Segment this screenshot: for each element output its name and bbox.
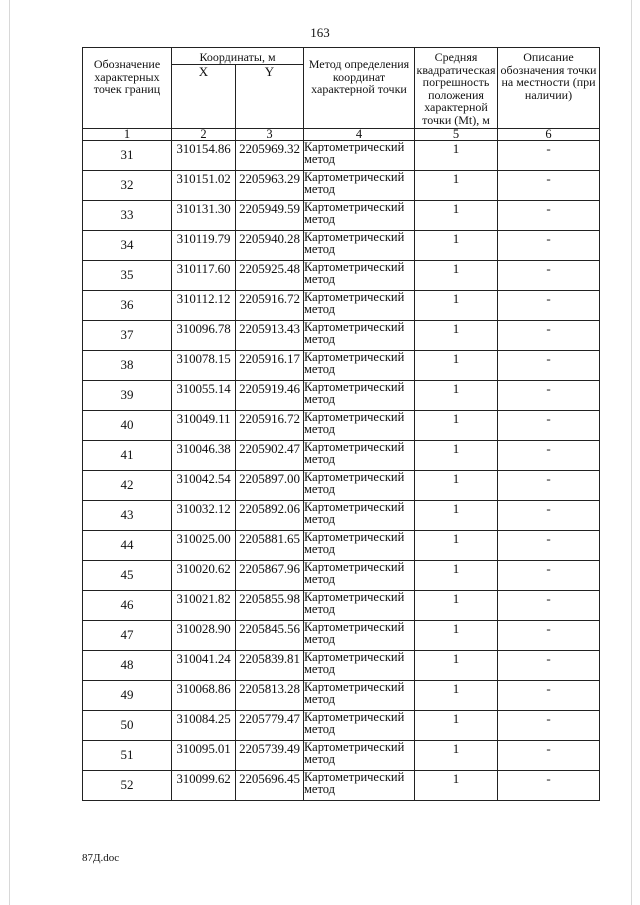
method-cell: Картометрический метод (304, 770, 415, 800)
column-index: 4 (304, 128, 415, 140)
point-cell: 47 (83, 620, 172, 650)
x-cell: 310131.30 (172, 200, 236, 230)
header-method: Метод определения координат характерной точки (304, 48, 415, 129)
point-cell: 36 (83, 290, 172, 320)
page-margin-right (631, 0, 632, 905)
description-cell: - (498, 170, 600, 200)
error-cell: 1 (415, 230, 498, 260)
y-cell: 2205779.47 (236, 710, 304, 740)
table-row (83, 410, 600, 440)
y-cell: 2205855.98 (236, 590, 304, 620)
description-cell: - (498, 740, 600, 770)
point-cell: 40 (83, 410, 172, 440)
y-cell: 2205913.43 (236, 320, 304, 350)
error-cell: 1 (415, 500, 498, 530)
error-cell: 1 (415, 380, 498, 410)
error-cell: 1 (415, 530, 498, 560)
method-cell: Картометрический метод (304, 410, 415, 440)
description-cell: - (498, 560, 600, 590)
error-cell: 1 (415, 170, 498, 200)
y-cell: 2205739.49 (236, 740, 304, 770)
description-cell: - (498, 200, 600, 230)
table-row (83, 620, 600, 650)
description-cell: - (498, 530, 600, 560)
header-point: Обозначение характерных точек границ (83, 48, 172, 129)
description-cell: - (498, 710, 600, 740)
point-cell: 41 (83, 440, 172, 470)
method-cell: Картометрический метод (304, 230, 415, 260)
x-cell: 310117.60 (172, 260, 236, 290)
method-cell: Картометрический метод (304, 320, 415, 350)
header-x: X (172, 64, 236, 128)
error-cell: 1 (415, 560, 498, 590)
y-cell: 2205839.81 (236, 650, 304, 680)
description-cell: - (498, 770, 600, 800)
point-cell: 31 (83, 140, 172, 170)
table-row (83, 380, 600, 410)
error-cell: 1 (415, 320, 498, 350)
x-cell: 310084.25 (172, 710, 236, 740)
point-cell: 49 (83, 680, 172, 710)
table-row (83, 650, 600, 680)
coordinates-table (82, 47, 600, 801)
method-cell: Картометрический метод (304, 440, 415, 470)
method-cell: Картометрический метод (304, 140, 415, 170)
error-cell: 1 (415, 620, 498, 650)
header-error: Средняя квадратическая погрешность положения характерной точки (Mt), м (415, 48, 498, 129)
error-cell: 1 (415, 410, 498, 440)
point-cell: 51 (83, 740, 172, 770)
header-coords: Координаты, м (172, 48, 304, 65)
point-cell: 34 (83, 230, 172, 260)
x-cell: 310151.02 (172, 170, 236, 200)
y-cell: 2205916.72 (236, 410, 304, 440)
description-cell: - (498, 680, 600, 710)
method-cell: Картометрический метод (304, 560, 415, 590)
x-cell: 310119.79 (172, 230, 236, 260)
footer-filename: 87Д.doc (82, 852, 120, 864)
table-row (83, 140, 600, 170)
point-cell: 38 (83, 350, 172, 380)
x-cell: 310021.82 (172, 590, 236, 620)
y-cell: 2205919.46 (236, 380, 304, 410)
table-row (83, 320, 600, 350)
page-margin-left (9, 0, 10, 905)
error-cell: 1 (415, 260, 498, 290)
y-cell: 2205881.65 (236, 530, 304, 560)
error-cell: 1 (415, 740, 498, 770)
description-cell: - (498, 590, 600, 620)
y-cell: 2205925.48 (236, 260, 304, 290)
x-cell: 310042.54 (172, 470, 236, 500)
table-row (83, 350, 600, 380)
x-cell: 310041.24 (172, 650, 236, 680)
table-row (83, 470, 600, 500)
method-cell: Картометрический метод (304, 380, 415, 410)
table-row (83, 530, 600, 560)
table-row (83, 560, 600, 590)
description-cell: - (498, 440, 600, 470)
error-cell: 1 (415, 350, 498, 380)
point-cell: 33 (83, 200, 172, 230)
column-index: 6 (498, 128, 600, 140)
table-row (83, 260, 600, 290)
table-row (83, 500, 600, 530)
method-cell: Картометрический метод (304, 620, 415, 650)
y-cell: 2205916.72 (236, 290, 304, 320)
point-cell: 43 (83, 500, 172, 530)
method-cell: Картометрический метод (304, 500, 415, 530)
error-cell: 1 (415, 440, 498, 470)
method-cell: Картометрический метод (304, 530, 415, 560)
y-cell: 2205902.47 (236, 440, 304, 470)
error-cell: 1 (415, 590, 498, 620)
description-cell: - (498, 350, 600, 380)
point-cell: 37 (83, 320, 172, 350)
error-cell: 1 (415, 290, 498, 320)
column-index: 2 (172, 128, 236, 140)
error-cell: 1 (415, 140, 498, 170)
column-index: 5 (415, 128, 498, 140)
point-cell: 52 (83, 770, 172, 800)
x-cell: 310055.14 (172, 380, 236, 410)
table-row (83, 590, 600, 620)
column-index: 3 (236, 128, 304, 140)
error-cell: 1 (415, 200, 498, 230)
x-cell: 310028.90 (172, 620, 236, 650)
point-cell: 42 (83, 470, 172, 500)
method-cell: Картометрический метод (304, 350, 415, 380)
method-cell: Картометрический метод (304, 680, 415, 710)
table-row (83, 230, 600, 260)
column-index-row (83, 128, 600, 140)
y-cell: 2205949.59 (236, 200, 304, 230)
method-cell: Картометрический метод (304, 740, 415, 770)
table-body (83, 140, 600, 800)
y-cell: 2205813.28 (236, 680, 304, 710)
y-cell: 2205940.28 (236, 230, 304, 260)
description-cell: - (498, 260, 600, 290)
page-number: 163 (310, 25, 330, 40)
error-cell: 1 (415, 680, 498, 710)
description-cell: - (498, 380, 600, 410)
table-row (83, 710, 600, 740)
y-cell: 2205845.56 (236, 620, 304, 650)
x-cell: 310049.11 (172, 410, 236, 440)
description-cell: - (498, 650, 600, 680)
table-row (83, 440, 600, 470)
description-cell: - (498, 470, 600, 500)
method-cell: Картометрический метод (304, 470, 415, 500)
method-cell: Картометрический метод (304, 260, 415, 290)
method-cell: Картометрический метод (304, 650, 415, 680)
y-cell: 2205916.17 (236, 350, 304, 380)
error-cell: 1 (415, 770, 498, 800)
error-cell: 1 (415, 710, 498, 740)
x-cell: 310095.01 (172, 740, 236, 770)
x-cell: 310025.00 (172, 530, 236, 560)
method-cell: Картометрический метод (304, 170, 415, 200)
method-cell: Картометрический метод (304, 200, 415, 230)
y-cell: 2205969.32 (236, 140, 304, 170)
method-cell: Картометрический метод (304, 710, 415, 740)
table-row (83, 770, 600, 800)
header-y: Y (236, 64, 304, 128)
table-row (83, 290, 600, 320)
y-cell: 2205897.00 (236, 470, 304, 500)
x-cell: 310154.86 (172, 140, 236, 170)
y-cell: 2205892.06 (236, 500, 304, 530)
y-cell: 2205963.29 (236, 170, 304, 200)
error-cell: 1 (415, 650, 498, 680)
description-cell: - (498, 140, 600, 170)
point-cell: 50 (83, 710, 172, 740)
point-cell: 35 (83, 260, 172, 290)
point-cell: 32 (83, 170, 172, 200)
description-cell: - (498, 410, 600, 440)
error-cell: 1 (415, 470, 498, 500)
description-cell: - (498, 620, 600, 650)
point-cell: 44 (83, 530, 172, 560)
table-row (83, 740, 600, 770)
description-cell: - (498, 230, 600, 260)
column-index: 1 (83, 128, 172, 140)
method-cell: Картометрический метод (304, 290, 415, 320)
y-cell: 2205867.96 (236, 560, 304, 590)
table-row (83, 200, 600, 230)
point-cell: 45 (83, 560, 172, 590)
method-cell: Картометрический метод (304, 590, 415, 620)
description-cell: - (498, 290, 600, 320)
point-cell: 39 (83, 380, 172, 410)
x-cell: 310032.12 (172, 500, 236, 530)
x-cell: 310068.86 (172, 680, 236, 710)
x-cell: 310078.15 (172, 350, 236, 380)
point-cell: 48 (83, 650, 172, 680)
x-cell: 310020.62 (172, 560, 236, 590)
table-row (83, 170, 600, 200)
point-cell: 46 (83, 590, 172, 620)
x-cell: 310099.62 (172, 770, 236, 800)
x-cell: 310096.78 (172, 320, 236, 350)
y-cell: 2205696.45 (236, 770, 304, 800)
table-row (83, 680, 600, 710)
description-cell: - (498, 320, 600, 350)
x-cell: 310046.38 (172, 440, 236, 470)
description-cell: - (498, 500, 600, 530)
x-cell: 310112.12 (172, 290, 236, 320)
header-description: Описание обозначения точки на местности (при наличии) (498, 48, 600, 129)
